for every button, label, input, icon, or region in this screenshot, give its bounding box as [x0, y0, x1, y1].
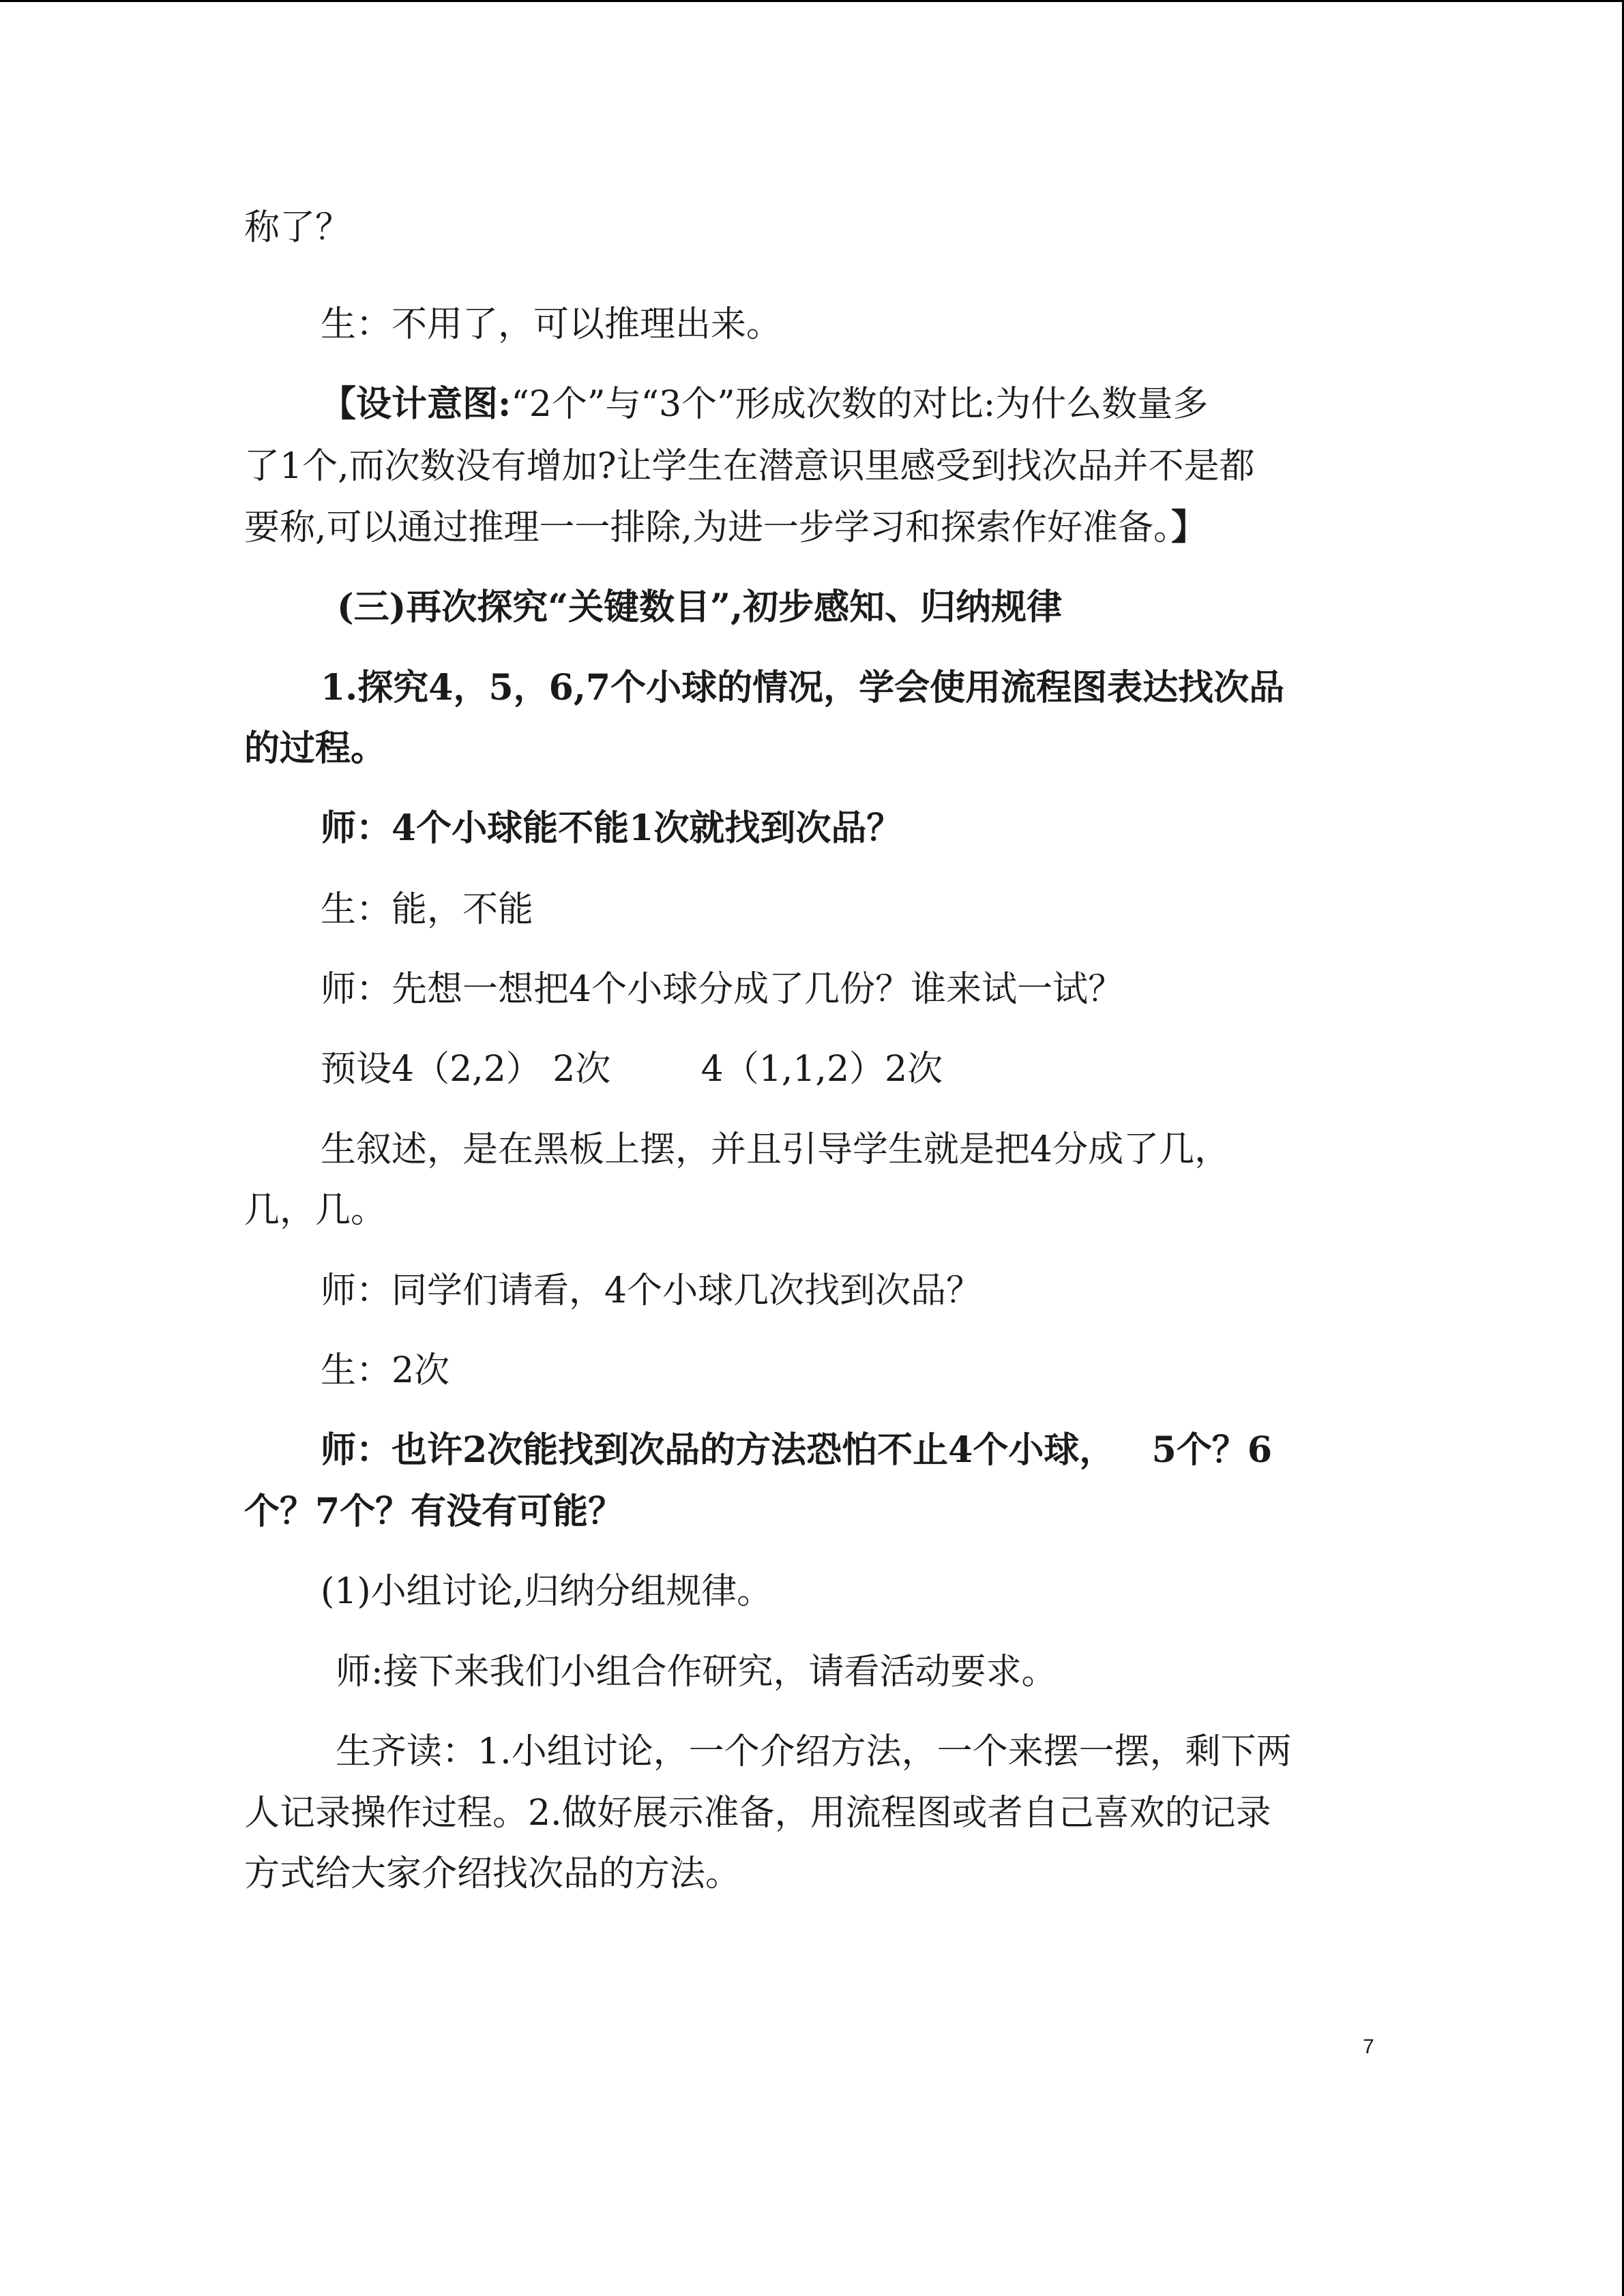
text-line-19: (1)小组讨论,归纳分组规律。: [321, 1571, 773, 1612]
text-line-21: 生齐读：1.小组讨论，一个介绍方法，一个来摆一摆，剩下两: [336, 1731, 1292, 1772]
page-number: 7: [1363, 2036, 1374, 2058]
design-intent-text: “2个”与“3个”形成次数的对比:为什么数量多: [511, 384, 1209, 425]
text-line-2: 生：不用了，可以推理出来。: [321, 304, 782, 345]
text-line-18: 个？7个？有没有可能？: [244, 1491, 624, 1532]
text-line-17: 师：也许2次能找到次品的方法恐怕不止4个小球， 5个？6: [321, 1429, 1273, 1471]
text-line-1: 称了？: [244, 207, 351, 248]
text-line-10: 生：能，不能: [321, 889, 534, 930]
top-border-line: [0, 0, 1624, 2]
text-line-13: 生叙述，是在黑板上摆，并且引导学生就是把4分成了几，: [321, 1129, 1230, 1170]
text-line-9: 师：4个小球能不能1次就找到次品？: [321, 807, 902, 849]
design-intent-label: 【设计意图:: [321, 383, 512, 425]
text-line-12: 预设4（2,2） 2次 4（1,1,2）2次: [321, 1049, 943, 1090]
text-line-22: 人记录操作过程。2.做好展示准备，用流程图或者自己喜欢的记录: [244, 1793, 1271, 1834]
text-line-5: [244, 502, 1207, 554]
text-line-4: 了1个,而次数没有增加?让学生在潜意识里感受到找次品并不是都: [244, 446, 1255, 487]
design-intent-close-bracket: 】: [1171, 507, 1207, 548]
design-intent-text-end: 要称,可以通过推理一一排除,为进一步学习和探索作好准备。: [244, 507, 1172, 548]
text-line-7: 1.探究4，5，6,7个小球的情况，学会使用流程图表达找次品: [321, 667, 1285, 709]
text-line-3: [244, 378, 1208, 430]
text-line-16: 生：2次: [321, 1350, 450, 1391]
text-line-23: 方式给大家介绍找次品的方法。: [244, 1853, 741, 1894]
section-heading: (三)再次探究“关键数目”,初步感知、归纳规律: [337, 586, 1063, 628]
text-line-11: 师：先想一想把4个小球分成了几份？谁来试一试？: [321, 969, 1124, 1010]
text-line-20: 师:接下来我们小组合作研究，请看活动要求。: [336, 1652, 1057, 1693]
text-line-14: 几，几。: [244, 1190, 387, 1231]
text-line-8: 的过程。: [244, 728, 387, 769]
text-line-15: 师：同学们请看，4个小球几次找到次品？: [321, 1270, 982, 1311]
